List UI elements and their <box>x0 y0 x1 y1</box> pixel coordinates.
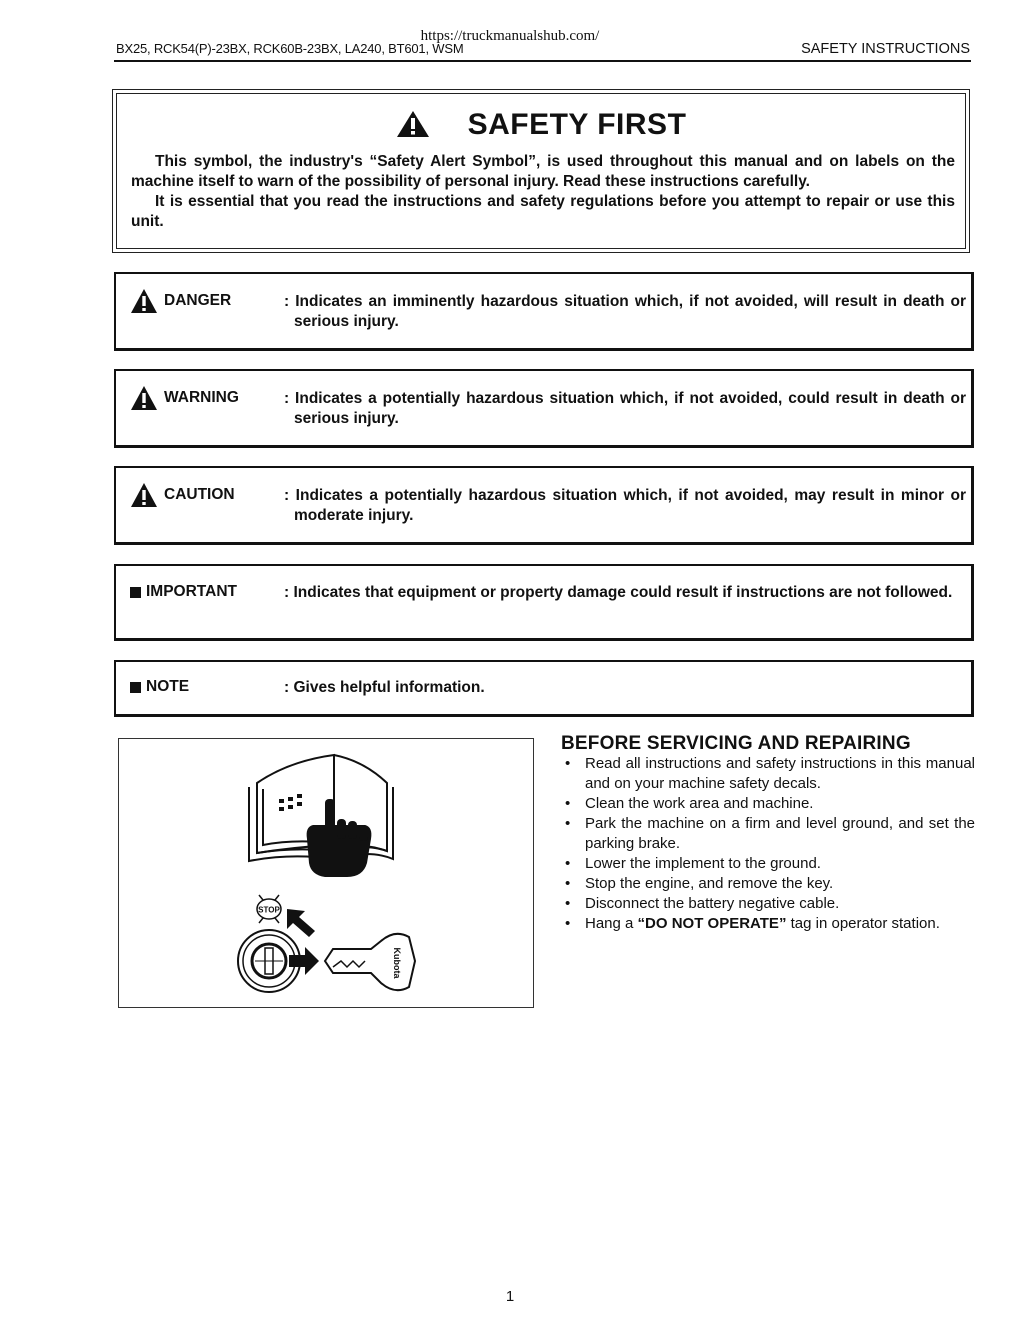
page-number: 1 <box>505 1288 515 1305</box>
key-icon <box>325 934 415 990</box>
source-url: https://truckmanualshub.com/ <box>420 28 600 44</box>
do-not-operate-text: “DO NOT OPERATE” <box>637 915 787 932</box>
signal-box-important <box>114 564 974 641</box>
signal-word-note: NOTE <box>146 678 190 695</box>
manual-and-key-illustration <box>119 739 533 1007</box>
list-item: • Disconnect the battery negative cable. <box>563 894 975 914</box>
signal-word-danger: DANGER <box>164 292 232 309</box>
safety-first-heading <box>113 108 969 142</box>
tag-text-suffix: tag in operator station. <box>786 915 940 932</box>
safety-first-paragraph-1: This symbol, the industry's “Safety Alert Symbol”, is used throughout this manual and on labels on the machine itself to warn of the possibility of personal injury. Read these instructions carefully. <box>131 153 955 190</box>
header-models: BX25, RCK54(P)-23BX, RCK60B-23BX, LA240, BT601, WSM <box>116 41 464 56</box>
signal-word-warning: WARNING <box>164 389 239 406</box>
signal-box-warning <box>114 369 974 448</box>
safety-alert-triangle-icon <box>130 288 158 314</box>
list-item: • Lower the implement to the ground. <box>563 854 975 874</box>
tag-text-prefix: Hang a <box>585 915 638 932</box>
safety-first-box <box>112 89 970 253</box>
signal-box-note <box>114 660 974 717</box>
signal-label-caution <box>130 482 235 508</box>
safety-first-text <box>131 152 955 232</box>
list-item: • Clean the work area and machine. <box>563 794 975 814</box>
signal-word-important: IMPORTANT <box>146 583 237 600</box>
list-item <box>563 914 975 934</box>
signal-label-important <box>130 583 237 601</box>
safety-first-title: SAFETY FIRST <box>467 108 687 141</box>
header-rule <box>114 60 971 62</box>
safety-alert-triangle-icon <box>130 482 158 508</box>
signal-desc-caution: : Indicates a potentially hazardous situation which, if not avoided, may result in minor or moderate injury. <box>284 487 966 524</box>
safety-first-paragraph-2: It is essential that you read the instructions and safety regulations before you attempt to repair or use this unit. <box>131 193 955 230</box>
signal-box-caution <box>114 466 974 545</box>
signal-box-danger <box>114 272 974 351</box>
signal-label-danger <box>130 288 231 314</box>
list-item: • Park the machine on a firm and level ground, and set the parking brake. <box>563 814 975 854</box>
square-bullet-icon <box>130 682 141 693</box>
stop-engine-icon <box>257 895 281 923</box>
before-servicing-list <box>563 754 975 934</box>
square-bullet-icon <box>130 587 141 598</box>
signal-desc-warning: : Indicates a potentially hazardous situation which, if not avoided, could result in death or serious injury. <box>284 390 966 427</box>
safety-alert-triangle-icon <box>130 385 158 411</box>
list-item: • Read all instructions and safety instructions in this manual and on your machine safety decals. <box>563 754 975 794</box>
arrow-up-left-icon <box>287 909 315 937</box>
signal-desc-note: : Gives helpful information. <box>284 679 485 696</box>
list-item: • Stop the engine, and remove the key. <box>563 874 975 894</box>
before-servicing-title: BEFORE SERVICING AND REPAIRING <box>561 733 911 754</box>
signal-label-warning <box>130 385 239 411</box>
safety-alert-triangle-icon <box>396 110 430 138</box>
key-brand-label: Kubota <box>392 947 402 979</box>
signal-word-caution: CAUTION <box>164 486 235 503</box>
header-section: SAFETY INSTRUCTIONS <box>801 41 970 57</box>
stop-label: STOP <box>258 905 280 915</box>
servicing-illustration <box>118 738 534 1008</box>
signal-desc-important: : Indicates that equipment or property damage could result if instructions are not followed. <box>284 584 953 601</box>
signal-label-note <box>130 678 189 696</box>
signal-desc-danger: : Indicates an imminently hazardous situation which, if not avoided, will result in death or serious injury. <box>284 293 966 330</box>
